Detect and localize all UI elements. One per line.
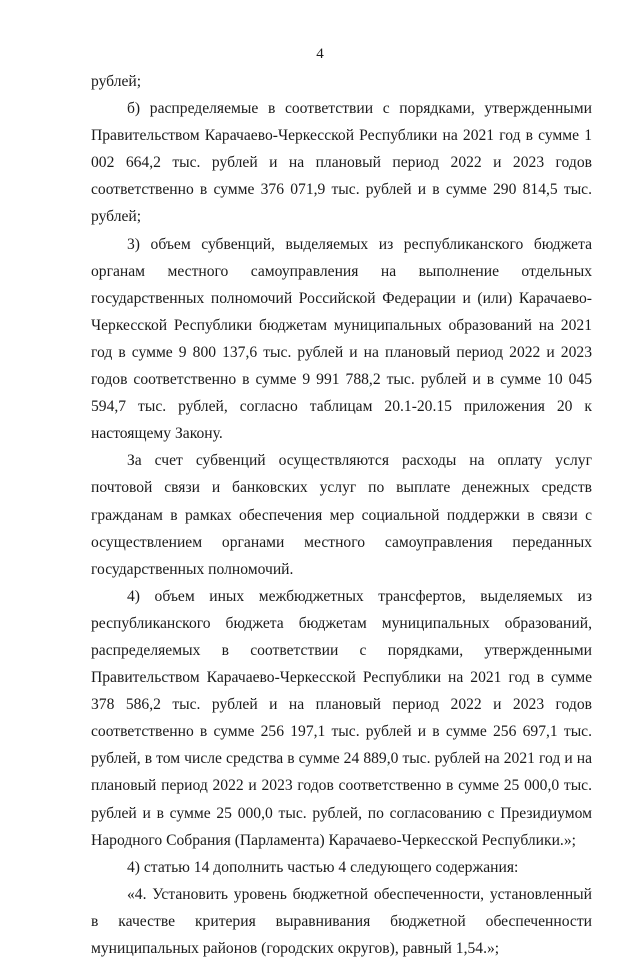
paragraph: 4) объем иных межбюджетных трансфертов, выделяемых из республиканского бюджета бюджетам муниципальных образований, распределяемых в соответствии с порядками, утвержденными Правительством Карачаево-Черкесской Республики на 2021 год в сумме 378 586,2 тыс. рублей и на плановый период 2022 и 2023 годов соответственно в сумме 256 197,1 тыс. рублей и в сумме 256 697,1 тыс. рублей, в том числе средства в сумме 24 889,0 тыс. рублей на 2021 год и на плановый период 2022 и 2023 годов соответственно в сумме 25 000,0 тыс. рублей и в сумме 25 000,0 тыс. рублей, по согласованию с Президиумом Народного Собрания (Парламента) Карачаево-Черкесской Республики.»; (91, 587, 592, 849)
paragraph: «4. Установить уровень бюджетной обеспеченности, установленный в качестве критерия выравнивания бюджетной обеспеченности муниципальных районов (городских округов), равный 1,54.»; (91, 885, 592, 957)
paragraph: 3) объем субвенций, выделяемых из республиканского бюджета органам местного самоуправления на выполнение отдельных государственных полномочий Российской Федерации и (или) Карачаево-Черкесской Республики бюджетам муниципальных образований на 2021 год в сумме 9 800 137,6 тыс. рублей и на плановый период 2022 и 2023 годов соответственно в сумме 9 991 788,2 тыс. рублей и в сумме 10 045 594,7 тыс. рублей, согласно таблицам 20.1-20.15 приложения 20 к настоящему Закону. (91, 235, 592, 443)
document-body (91, 68, 592, 962)
paragraph: б) распределяемые в соответствии с порядками, утвержденными Правительством Карачаево-Черкесской Республики на 2021 год в сумме 1 002 664,2 тыс. рублей и на плановый период 2022 и 2023 годов соответственно в сумме 376 071,9 тыс. рублей и в сумме 290 814,5 тыс. рублей; (91, 100, 592, 226)
page-number: 4 (316, 46, 324, 62)
paragraph: 4) статью 14 дополнить частью 4 следующего содержания: (127, 858, 519, 876)
paragraph: За счет субвенций осуществляются расходы на оплату услуг почтовой связи и банковских услуг по выплате денежных средств гражданам в рамках обеспечения мер социальной поддержки в связи с осуществлением органами местного самоуправления переданных государственных полномочий. (91, 452, 592, 578)
paragraph: рублей; (91, 73, 142, 90)
